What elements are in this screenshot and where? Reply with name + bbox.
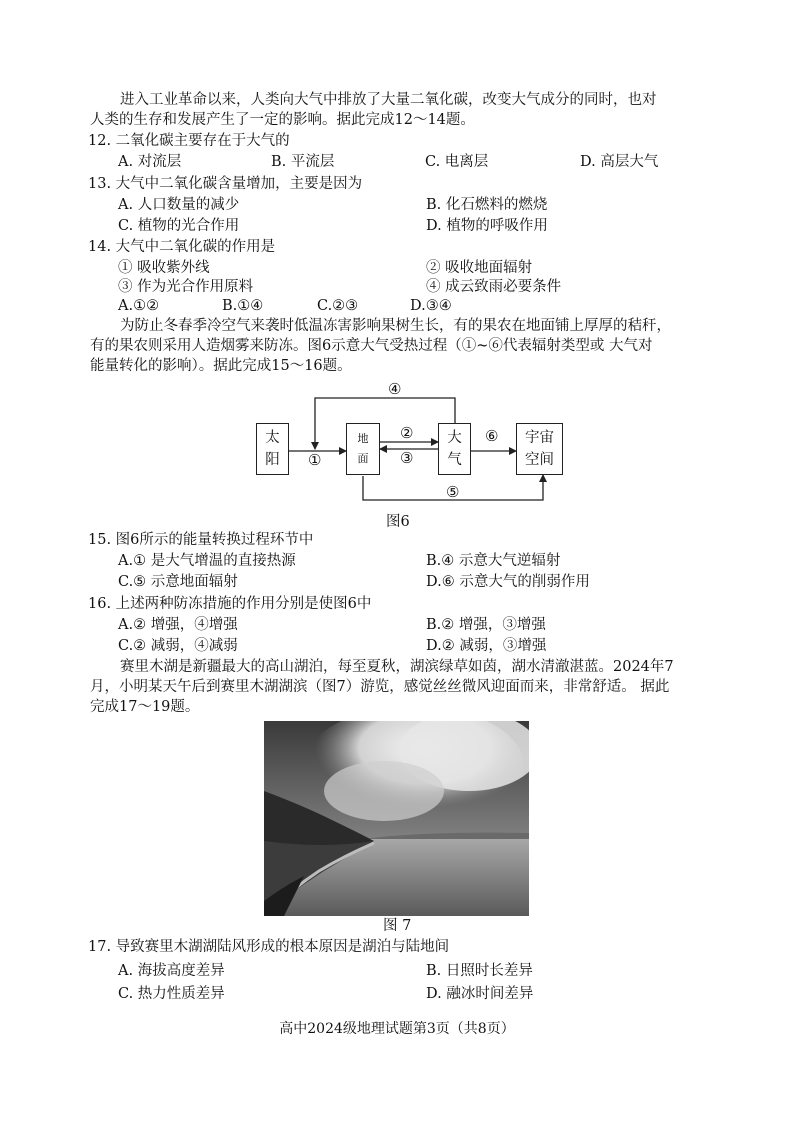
q15-option-b: B.④ 示意大气逆辐射 [426, 553, 561, 569]
q12-option-d: D. 高层大气 [580, 154, 659, 170]
q15-option-c: C.⑤ 示意地面辐射 [118, 574, 238, 590]
q14-option-a: A.①② [118, 298, 160, 314]
q12-option-a: A. 对流层 [118, 154, 182, 170]
q14-item-2: ② 吸收地面辐射 [426, 260, 533, 276]
q13-option-a: A. 人口数量的减少 [118, 197, 240, 213]
q14-option-d: D.③④ [410, 298, 452, 314]
q16-option-d: D.② 减弱，③增强 [426, 638, 547, 654]
intro3-line1: 赛里木湖是新疆最大的高山湖泊，每至夏秋，湖滨绿草如茵，湖水清澈湛蓝。2024年7 [120, 659, 674, 675]
q14-item-4: ④ 成云致雨必要条件 [426, 279, 562, 295]
q13-option-d: D. 植物的呼吸作用 [426, 218, 548, 234]
q17-option-a: A. 海拔高度差异 [118, 963, 225, 979]
box-space-label: 宇宙 空间 [525, 430, 554, 468]
label-5: ⑤ [446, 483, 460, 501]
q13-option-b: B. 化石燃料的燃烧 [426, 197, 548, 213]
q14-item-1: ① 吸收紫外线 [118, 260, 210, 276]
q17-stem: 17. 导致赛里木湖湖陆风形成的根本原因是湖泊与陆地间 [88, 939, 450, 955]
q12-stem: 12. 二氧化碳主要存在于大气的 [88, 133, 290, 149]
box-ground [346, 423, 380, 475]
intro1-line2: 人类的生存和发展产生了一定的影响。据此完成12～14题。 [90, 112, 475, 128]
figure7-lake-photo [264, 721, 529, 916]
box-space [516, 423, 563, 475]
intro2-line3: 能量转化的影响）。据此完成15～16题。 [90, 358, 352, 374]
figure6-caption: 图6 [386, 514, 410, 530]
q13-stem: 13. 大气中二氧化碳含量增加，主要是因为 [88, 176, 363, 192]
intro2-line2: 有的果农则采用人造烟雾来防冻。图6示意大气受热过程（①~⑥代表辐射类型或 大气对 [90, 338, 653, 354]
figure7-caption: 图 7 [383, 918, 412, 934]
label-4: ④ [388, 380, 402, 398]
q13-option-c: C. 植物的光合作用 [118, 218, 240, 234]
q14-option-c: C.②③ [317, 298, 359, 314]
intro3-line2: 月，小明某天午后到赛里木湖湖滨（图7）游览，感觉丝丝微风迎面而来，非常舒适。 据此 [90, 679, 670, 695]
q15-option-a: A.① 是大气增温的直接热源 [118, 553, 296, 569]
label-3: ③ [400, 449, 414, 467]
box-atmosphere [438, 423, 471, 475]
q12-option-c: C. 电离层 [425, 154, 489, 170]
q14-item-3: ③ 作为光合作用原料 [118, 279, 254, 295]
q17-option-b: B. 日照时长差异 [426, 963, 533, 979]
q12-option-b: B. 平流层 [271, 154, 335, 170]
q14-stem: 14. 大气中二氧化碳的作用是 [88, 239, 276, 255]
intro1-line1: 进入工业革命以来，人类向大气中排放了大量二氧化碳，改变大气成分的同时，也对 [120, 92, 657, 108]
box-ground-label: 地 面 [357, 432, 369, 465]
q15-option-d: D.⑥ 示意大气的削弱作用 [426, 574, 590, 590]
q16-stem: 16. 上述两种防冻措施的作用分别是使图6中 [88, 596, 372, 612]
intro2-line1: 为防止冬春季冷空气来袭时低温冻害影响果树生长，有的果农在地面铺上厚厚的秸秆， [120, 318, 671, 334]
lake-scene-image [264, 721, 529, 916]
label-1: ① [308, 451, 322, 469]
intro3-line3: 完成17～19题。 [90, 699, 200, 715]
page-footer: 高中2024级地理试题第3页（共8页） [279, 1021, 515, 1037]
q16-option-c: C.② 减弱，④减弱 [118, 638, 238, 654]
box-atmosphere-label: 大 气 [447, 430, 462, 468]
box-sun-label: 太 阳 [265, 430, 280, 468]
q16-option-b: B.② 增强，③增强 [426, 617, 546, 633]
label-2: ② [400, 424, 414, 442]
label-6: ⑥ [485, 427, 499, 445]
q15-stem: 15. 图6所示的能量转换过程环节中 [88, 532, 314, 548]
q14-option-b: B.①④ [222, 298, 264, 314]
q17-option-d: D. 融冰时间差异 [426, 986, 534, 1002]
q17-option-c: C. 热力性质差异 [118, 986, 225, 1002]
box-sun [256, 423, 289, 475]
q16-option-a: A.② 增强，④增强 [118, 617, 238, 633]
